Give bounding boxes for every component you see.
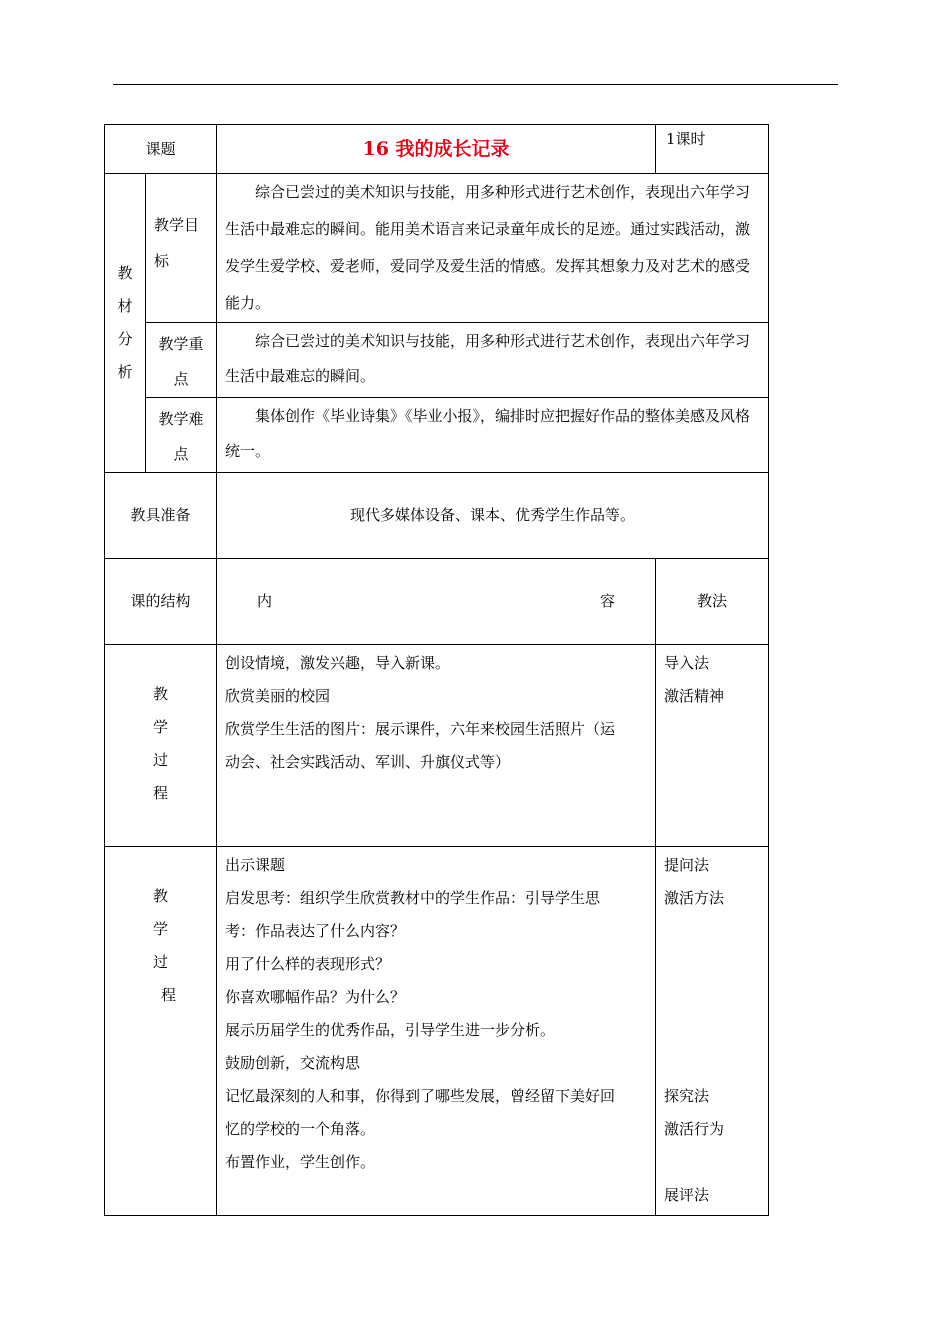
goal-label: 教学目 标 [146, 174, 217, 323]
method-header: 教法 [656, 559, 769, 645]
process-methods-2: 提问法 激活方法 探究法 激活行为 展评法 [656, 847, 769, 1216]
structure-label: 课的结构 [105, 559, 217, 645]
process-content-1: 创设情境，激发兴趣，导入新课。 欣赏美丽的校园 欣赏学生生活的图片：展示课件，六年来校园生活照片（运 动会、社会实践活动、军训、升旗仪式等） [217, 645, 656, 847]
process-label-1: 教 学 过 程 [105, 645, 217, 847]
header-rule [113, 84, 838, 85]
difficulty-label: 教学难 点 [146, 398, 217, 473]
process-label-2: 教 学 过 程 [105, 847, 217, 1216]
goal-text: 综合已尝过的美术知识与技能，用多种形式进行艺术创作，表现出六年学习生活中最难忘的瞬间。能用美术语言来记录童年成长的足迹。通过实践活动，激发学生爱学校、爱老师，爱同学及爱生活的情感。发挥其想象力及对艺术的感受能力。 [217, 174, 769, 323]
lesson-title: 16 我的成长记录 [217, 125, 656, 174]
process-methods-1: 导入法 激活精神 [656, 645, 769, 847]
content-header: 内 容 [217, 559, 656, 645]
key-text: 综合已尝过的美术知识与技能，用多种形式进行艺术创作，表现出六年学习生活中最难忘的瞬间。 [217, 323, 769, 398]
lesson-hours: 1课时 [656, 125, 769, 174]
topic-label: 课题 [105, 125, 217, 174]
difficulty-text: 集体创作《毕业诗集》《毕业小报》，编排时应把握好作品的整体美感及风格统一。 [217, 398, 769, 473]
lesson-plan-table [104, 124, 769, 1216]
tools-label: 教具准备 [105, 473, 217, 559]
key-label: 教学重 点 [146, 323, 217, 398]
process-content-2: 出示课题 启发思考：组织学生欣赏教材中的学生作品：引导学生思 考：作品表达了什么内容？ 用了什么样的表现形式？ 你喜欢哪幅作品？为什么？ 展示历届学生的优秀作品，引导学生进一步分析。 鼓励创新，交流构思 记忆最深刻的人和事，你得到了哪些发展，曾经留下美好回 忆的学校的一个角落。 布置作业，学生创作。 [217, 847, 656, 1216]
analysis-label: 教 材 分 析 [105, 174, 146, 473]
tools-text: 现代多媒体设备、课本、优秀学生作品等。 [217, 473, 769, 559]
